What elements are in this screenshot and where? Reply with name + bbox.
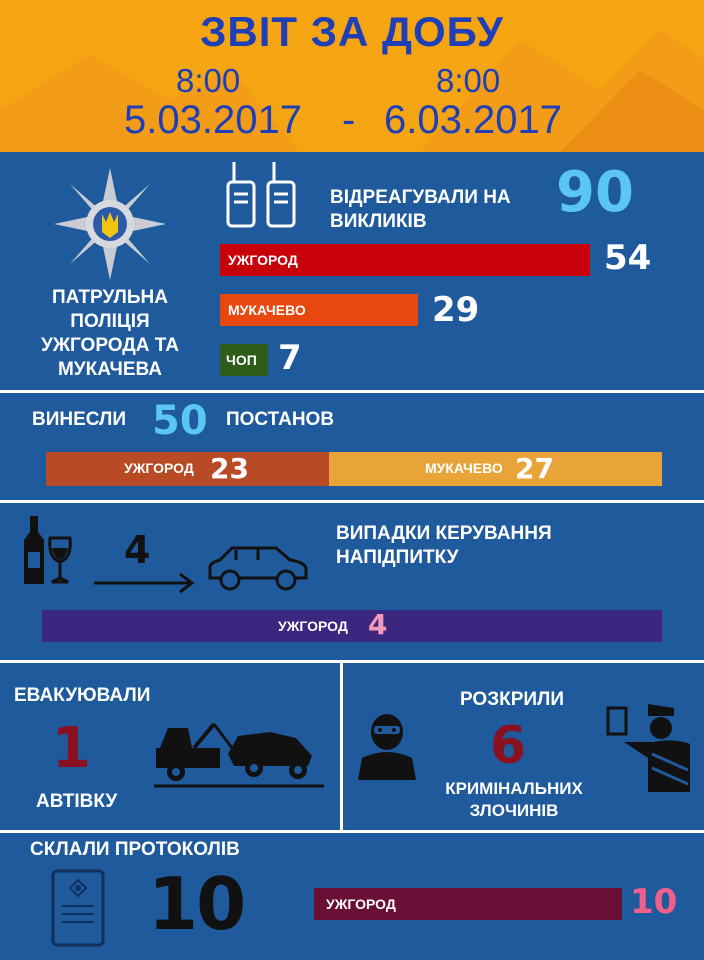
city-bar-mukachevo: [220, 294, 418, 326]
city-bar-uzhhorod: [220, 244, 590, 276]
rulings-part-label: УЖГОРОД: [124, 460, 194, 476]
tow-truck-icon: [154, 718, 324, 795]
report-header: [0, 0, 704, 152]
divider: [0, 660, 704, 663]
radio-icon: [224, 158, 304, 233]
evac-value: 1: [52, 716, 91, 781]
protocols-bar-uzhhorod: [314, 888, 622, 920]
protocols-bar-value: 10: [630, 882, 678, 922]
rulings-split-bar: [46, 452, 662, 486]
drunk-total: 4: [124, 528, 151, 572]
city-value-mukachevo: 29: [432, 290, 480, 330]
police-name: ПАТРУЛЬНА ПОЛІЦІЯ УЖГОРОДА ТА МУКАЧЕВА: [41, 287, 179, 380]
rulings-part-value: 27: [515, 452, 554, 485]
crimes-label: РОЗКРИЛИ: [460, 689, 565, 710]
rulings-part-label: МУКАЧЕВО: [425, 460, 503, 476]
time-from: 8:00: [176, 62, 241, 99]
city-bar-label: ЧОП: [226, 352, 257, 368]
protocols-label: СКЛАЛИ ПРОТОКОЛІВ: [30, 839, 240, 860]
car-icon: [206, 540, 310, 597]
evac-unit: АВТІВКУ: [36, 791, 118, 812]
police-officer-icon: [604, 702, 692, 799]
drunk-bar-value: 4: [368, 608, 388, 641]
divider: [0, 830, 704, 833]
crimes-value: 6: [490, 716, 527, 776]
rulings-suffix: ПОСТАНОВ: [226, 409, 335, 430]
date-to: 6.03.2017: [384, 98, 562, 142]
city-bar-label: МУКАЧЕВО: [228, 302, 306, 318]
date-from: 5.03.2017: [124, 98, 302, 142]
drunk-label: ВИПАДКИ КЕРУВАННЯ НАПІДПИТКУ: [336, 523, 552, 568]
protocols-total: 10: [148, 862, 245, 946]
crimes-unit: КРИМІНАЛЬНИХ ЗЛОЧИНІВ: [445, 779, 583, 820]
calls-total: 90: [556, 160, 634, 225]
document-icon: [50, 868, 106, 953]
city-bar-label: УЖГОРОД: [228, 252, 298, 268]
rulings-prefix: ВИНЕСЛИ: [32, 409, 127, 430]
city-value-uzhhorod: 54: [604, 238, 652, 278]
vertical-divider: [340, 662, 343, 830]
date-dash: -: [342, 98, 356, 142]
police-badge-icon: [52, 166, 168, 287]
city-value-chop: 7: [278, 338, 302, 378]
time-to: 8:00: [436, 62, 501, 99]
report-title: ЗВІТ ЗА ДОБУ: [200, 8, 504, 55]
calls-label: ВІДРЕАГУВАЛИ НА ВИКЛИКІВ: [330, 187, 511, 232]
drunk-bar-label: УЖГОРОД: [278, 618, 348, 634]
rulings-part-uzhhorod: [46, 452, 329, 486]
divider: [0, 390, 704, 393]
protocols-bar-label: УЖГОРОД: [326, 896, 396, 912]
rulings-total: 50: [152, 398, 208, 444]
divider: [0, 500, 704, 503]
city-bar-chop: [220, 344, 268, 376]
alcohol-icon: [22, 514, 76, 591]
criminal-icon: [354, 712, 420, 787]
drunk-bar-uzhhorod: [42, 610, 662, 642]
rulings-part-value: 23: [210, 452, 249, 485]
arrow-icon: [92, 570, 196, 601]
rulings-part-mukachevo: [329, 452, 662, 486]
evac-label: ЕВАКУЮВАЛИ: [14, 685, 151, 706]
